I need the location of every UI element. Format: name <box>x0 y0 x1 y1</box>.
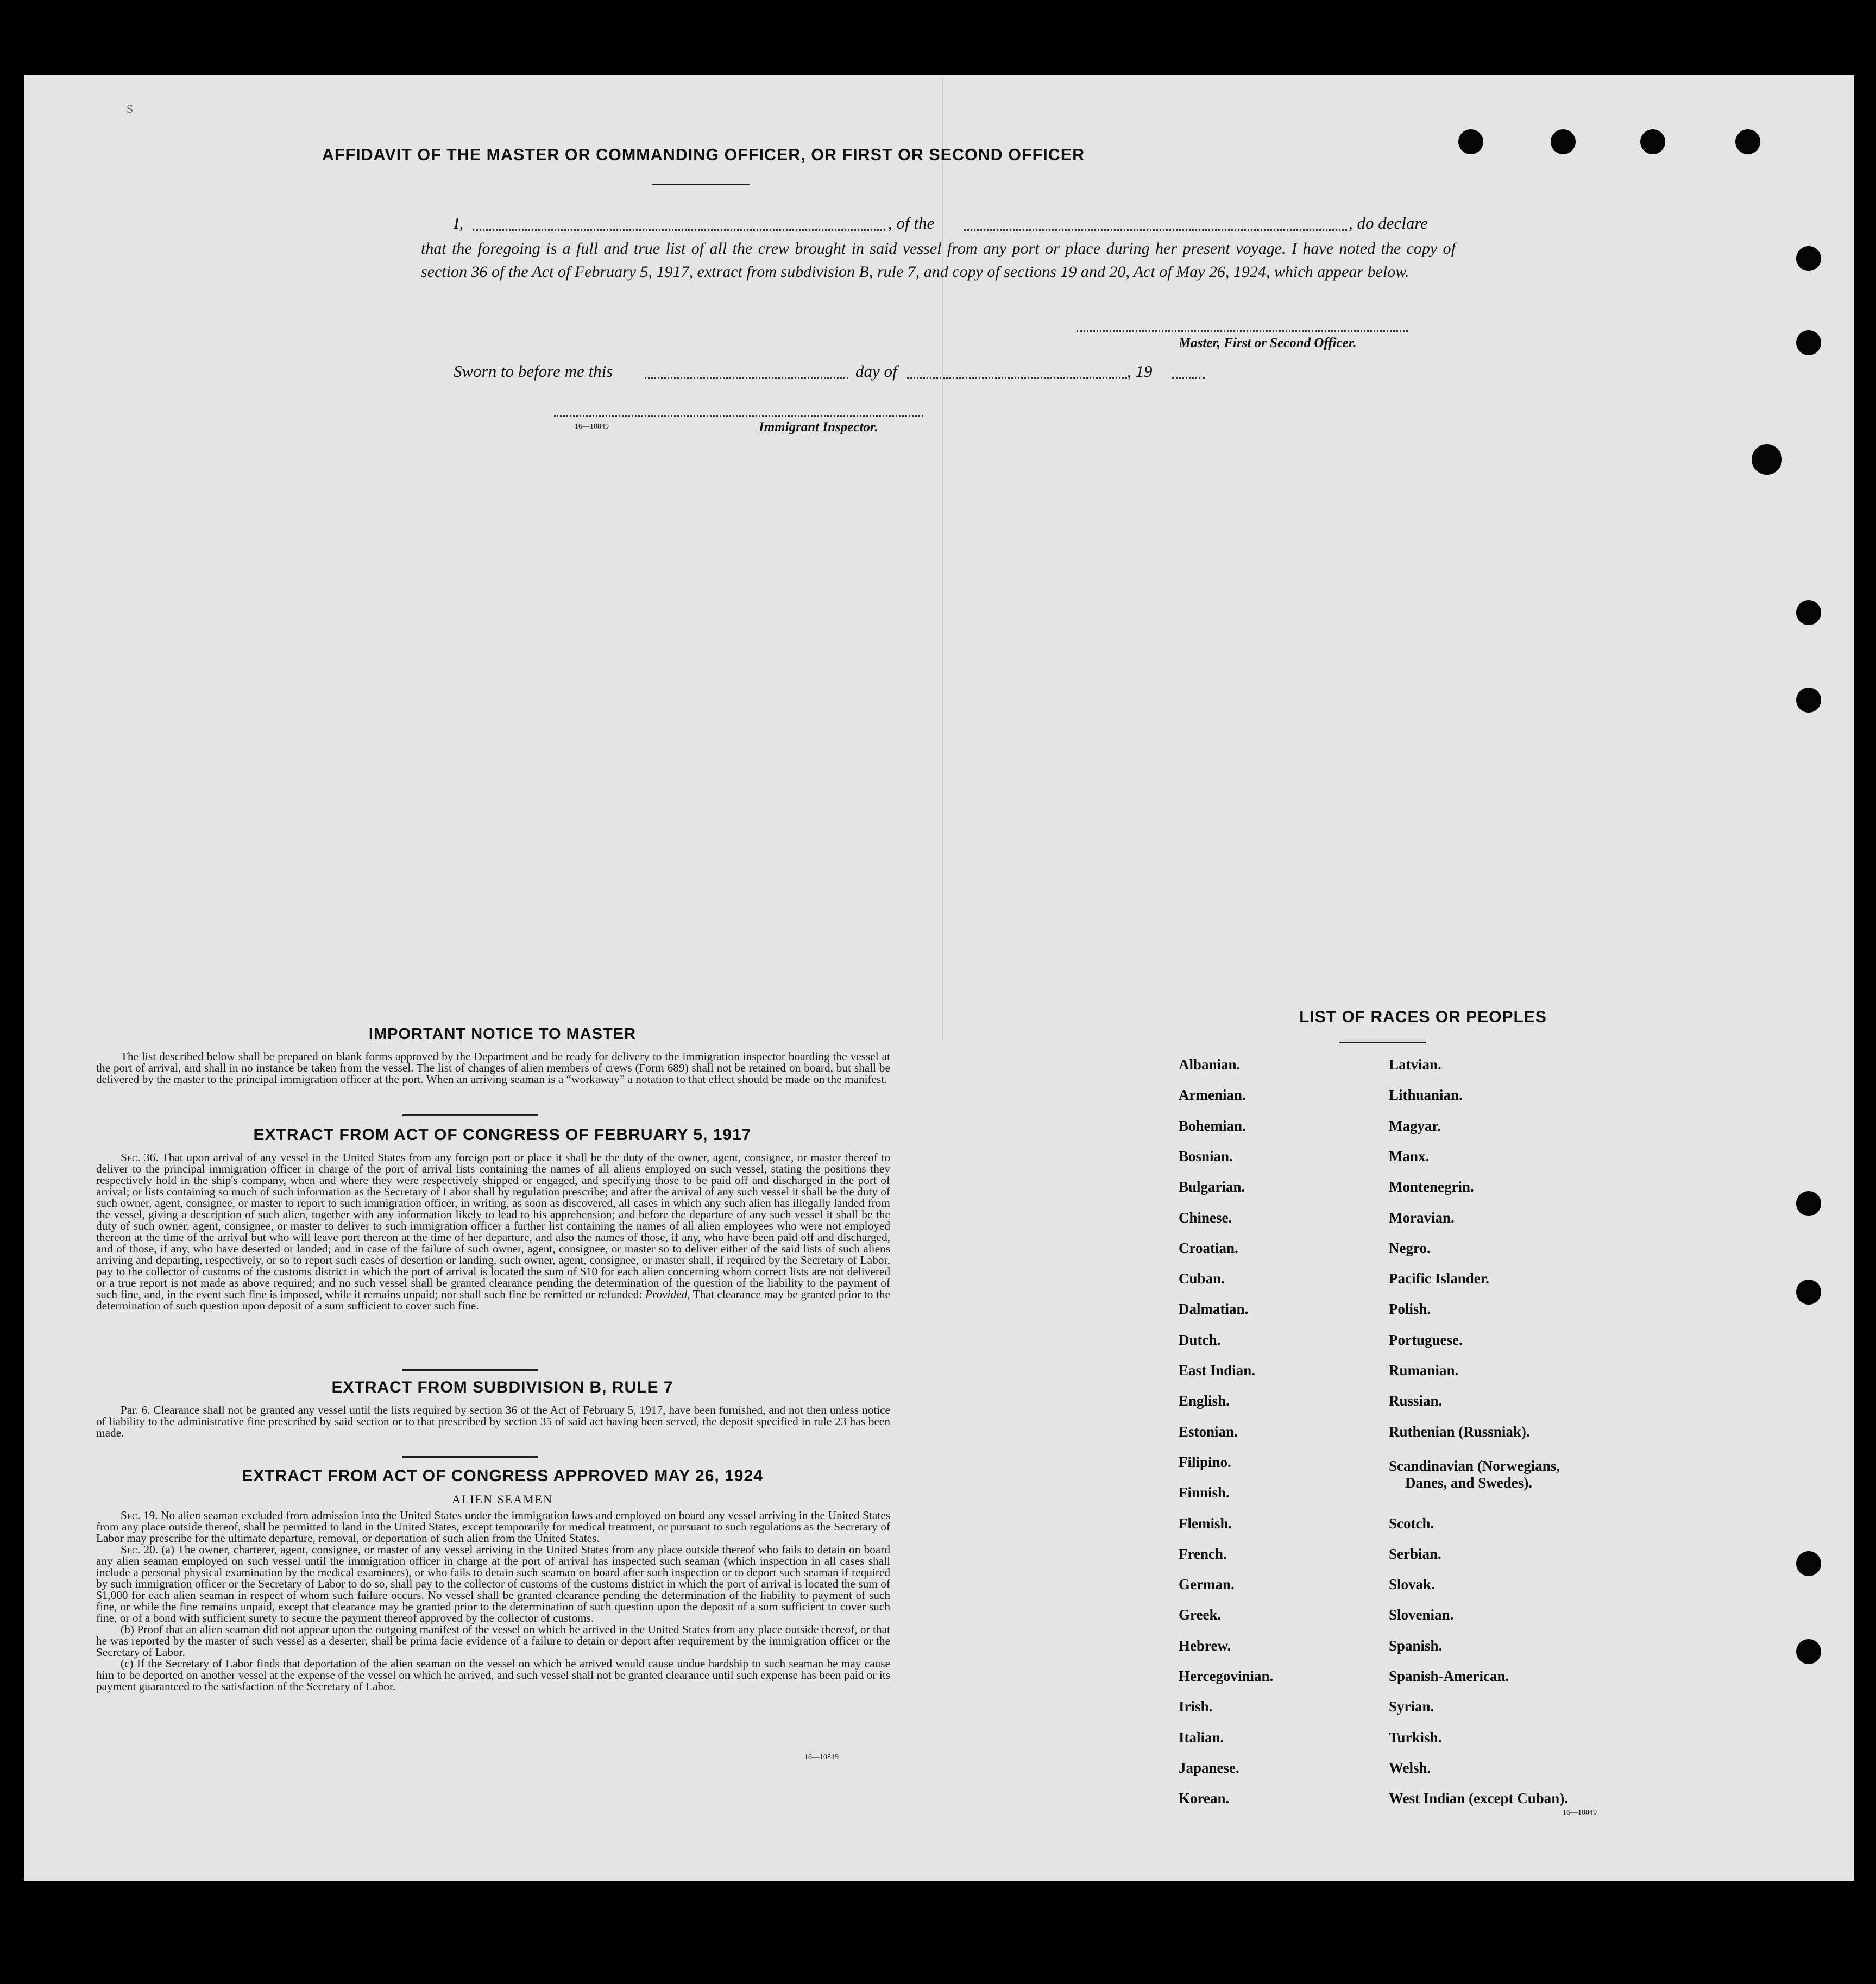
sworn-month-field[interactable] <box>907 364 1127 379</box>
document-page <box>24 75 1854 1881</box>
races-title: LIST OF RACES OR PEOPLES <box>1299 1008 1547 1026</box>
race-item: Slovenian. <box>1389 1607 1454 1623</box>
divider <box>1339 1042 1426 1043</box>
affidavit-body: that the foregoing is a full and true list of all the crew brought in said vessel from any port or place during her present voyage. I have noted the copy of section 36 of the Act of February 5, 1917, extract from subdivision B, rule 7, and copy of sections 19 and 20, Act of May 26, 1924, which appear below. <box>421 240 1456 281</box>
race-item: Ruthenian (Russniak). <box>1389 1423 1530 1440</box>
inspector-label: Immigrant Inspector. <box>759 420 878 434</box>
extract-1924-title: EXTRACT FROM ACT OF CONGRESS APPROVED MAY 26, 1924 <box>242 1467 763 1485</box>
inspector-line[interactable] <box>554 414 923 417</box>
sec19-label: Sec. 19. <box>121 1509 158 1522</box>
rule7-title: EXTRACT FROM SUBDIVISION B, RULE 7 <box>331 1378 673 1396</box>
notice-title: IMPORTANT NOTICE TO MASTER <box>368 1025 637 1043</box>
race-item: Cuban. <box>1179 1270 1225 1287</box>
rule7-text <box>96 1404 890 1439</box>
race-item: Hercegovinian. <box>1179 1668 1274 1684</box>
vessel-field[interactable] <box>964 216 1347 231</box>
form-number-right: 16—10849 <box>1563 1809 1597 1817</box>
punch-hole <box>1796 1191 1821 1216</box>
race-item: Syrian. <box>1389 1698 1434 1715</box>
race-item: Lithuanian. <box>1389 1087 1463 1104</box>
race-item: Pacific Islander. <box>1389 1270 1489 1287</box>
corner-mark: S <box>127 102 134 116</box>
notice-paragraph: The list described below shall be prepared on blank forms approved by the Department and be ready for delivery to the immigration inspector boarding the vessel at the port of arrival, and shall in no instance be taken from the vessel. The list of changes of alien members of crews (Form 689) shall not be retained on board, but shall be delivered by the master to the principal immigration officer at the port. When an arriving seaman is a “workaway” a notation to that effect should be made on the manifest. <box>96 1050 890 1086</box>
race-item: Korean. <box>1179 1790 1230 1807</box>
race-item: Moravian. <box>1389 1209 1455 1226</box>
sworn-prefix: Sworn to before me this <box>454 362 613 381</box>
sec20b-text: (b) Proof that an alien seaman did not appear upon the outgoing manifest of the vessel on which he arrived in the United States from any place outside thereof, or that he was reported by the master of such vessel as a deserter, shall be prima facie evidence of a failure to detain or deport after requirement by the immigration officer or the Secretary of Labor. <box>96 1623 890 1659</box>
races-right-column <box>1389 1056 1639 1817</box>
punch-hole <box>1796 1639 1821 1664</box>
punch-hole <box>1458 129 1483 154</box>
rule7-paragraph: Par. 6. Clearance shall not be granted any vessel until the lists required by section 36 of the Act of February 5, 1917, have been furnished, and not then unless notice of liability to the administrative fine prescribed by said section or to that prescribed by section 35 of said act having been served, the deposit specified in rule 23 has been made. <box>96 1403 890 1439</box>
extract-1924-text <box>96 1510 890 1692</box>
punch-hole <box>1796 246 1821 271</box>
sec36-text: That upon arrival of any vessel in the United States from any foreign port or place it shall be the duty of the owner, agent, consignee, or master thereof to deliver to the principal immigration officer in charge of the port of arrival lists containing the names of all aliens employed on such vessel, stating the positions they respectively hold in the ship's company, when and where they were respectively shipped or engaged, and specifying those to be paid off and discharged in the port of arrival; or lists containing so much of such information as the Secretary of Labor shall by regulation prescribe; and after the arrival of any such vessel it shall be the duty of such owner, agent, consignee, or master to report to such immigration officer, in writing, as soon as discovered, all cases in which any such alien has illegally landed from the vessel, giving a description of such alien, together with any information likely to lead to his apprehension; and before the departure of any such vessel it shall be the duty of such owner, agent, consignee, or master to deliver to such immigration officer a further list containing the names of all alien employees who were not employed thereon at the time of the arrival but who will leave port thereon at the time of her departure, and also the names of those, if any, who have been paid off and discharged, and of those, if any, who have deserted or landed; and in case of the failure of such owner, agent, consignee, or master so to deliver either of the said lists of such aliens arriving and departing, respectively, or so to report such cases of desertion or landing, such owner, agent, consignee, or master shall, if required by the Secretary of Labor, pay to the collector of customs of the customs district in which the port of arrival is located the sum of $10 for each alien concerning whom correct lists are not delivered or a true report is not made as above required; and no such vessel shall be granted clearance pending the determination of the question of the liability to the payment of such fine, and, in the event such fine is imposed, while it remains unpaid; nor shall such fine be remitted or refunded: <box>96 1151 890 1301</box>
race-item: Magyar. <box>1389 1117 1441 1134</box>
sworn-year: , 19 <box>1127 362 1153 381</box>
race-item: German. <box>1179 1576 1235 1593</box>
race-item: Greek. <box>1179 1607 1222 1623</box>
punch-hole <box>1796 1551 1821 1576</box>
sworn-day-of: day of <box>855 362 897 381</box>
signature-label: Master, First or Second Officer. <box>1179 336 1357 350</box>
race-item: Italian. <box>1179 1729 1224 1746</box>
sworn-line <box>454 362 1214 383</box>
notice-text <box>96 1051 890 1085</box>
sec36-text-end: That clearance may be granted prior to the determination of such question upon deposit of a sum sufficient to cover such fine. <box>96 1288 890 1312</box>
race-item: Flemish. <box>1179 1515 1232 1532</box>
race-item: Bohemian. <box>1179 1117 1246 1134</box>
race-item: Russian. <box>1389 1393 1443 1409</box>
punch-hole <box>1640 129 1665 154</box>
alien-seamen-subtitle: ALIEN SEAMEN <box>452 1492 553 1506</box>
race-item: East Indian. <box>1179 1362 1256 1378</box>
declare-label: , do declare <box>1349 213 1428 232</box>
race-item-continued: Danes, and Swedes). <box>1405 1475 1533 1491</box>
race-item: Bosnian. <box>1179 1148 1233 1164</box>
race-item: Estonian. <box>1179 1423 1238 1440</box>
form-number-left: 16—10849 <box>804 1753 839 1761</box>
declaration-line <box>421 213 1464 235</box>
divider <box>402 1369 538 1371</box>
extract-1917-title: EXTRACT FROM ACT OF CONGRESS OF FEBRUARY 5, 1917 <box>253 1126 752 1144</box>
sworn-date-field[interactable] <box>645 364 848 379</box>
race-item: French. <box>1179 1545 1227 1562</box>
race-item: Scandinavian (Norwegians, <box>1389 1458 1560 1474</box>
signature-line[interactable] <box>1077 329 1408 332</box>
provided-word: Provided, <box>645 1288 690 1301</box>
race-item: Finnish. <box>1179 1484 1230 1501</box>
divider <box>402 1114 538 1116</box>
punch-hole <box>1752 444 1782 475</box>
race-item: Dalmatian. <box>1179 1301 1249 1318</box>
sec20-label: Sec. 20. <box>121 1543 159 1556</box>
race-item: Croatian. <box>1179 1239 1238 1256</box>
race-item: Negro. <box>1389 1239 1431 1256</box>
divider <box>402 1456 538 1458</box>
sec19-text: No alien seaman excluded from admission into the United States under the immigration laws and employed on board any vessel arriving in the United States from any place outside thereof, shall be permitted to land in the United States, except temporarily for medical treatment, or pursuant to such regulations as the Secretary of Labor may prescribe for the ultimate departure, removal, or deportation of such alien from the United States. <box>96 1509 890 1545</box>
sworn-year-field[interactable] <box>1172 364 1205 379</box>
race-item: Filipino. <box>1179 1453 1231 1470</box>
race-item: Japanese. <box>1179 1759 1239 1776</box>
punch-hole <box>1796 600 1821 625</box>
race-item: English. <box>1179 1393 1230 1409</box>
declarant-prefix: I, <box>454 213 464 232</box>
race-item: Irish. <box>1179 1698 1213 1715</box>
race-item: Montenegrin. <box>1389 1179 1474 1195</box>
race-item: Hebrew. <box>1179 1637 1231 1654</box>
race-item: Rumanian. <box>1389 1362 1459 1378</box>
race-item: Polish. <box>1389 1301 1431 1318</box>
race-item: Armenian. <box>1179 1087 1246 1104</box>
punch-hole <box>1796 330 1821 355</box>
of-the-label: , of the <box>888 213 935 232</box>
race-item: West Indian (except Cuban). <box>1389 1790 1569 1807</box>
race-item: Turkish. <box>1389 1729 1442 1746</box>
race-item: Spanish-American. <box>1389 1668 1509 1684</box>
race-item: Manx. <box>1389 1148 1430 1164</box>
race-item: Bulgarian. <box>1179 1179 1245 1195</box>
race-item: Chinese. <box>1179 1209 1232 1226</box>
sec20c-text: (c) If the Secretary of Labor finds that deportation of the alien seaman on the vessel on which he arrived would cause undue hardship to such seaman he may cause him to be deported on another vessel at the expense of the vessel on which he arrived, and such vessel shall not be granted clearance until such expense has been paid or its payment guaranteed to the satisfaction of the Secretary of Labor. <box>96 1657 890 1693</box>
declarant-name-field[interactable] <box>473 216 885 231</box>
race-item: Slovak. <box>1389 1576 1435 1593</box>
race-item: Albanian. <box>1179 1056 1241 1073</box>
races-left-column <box>1179 1056 1396 1817</box>
race-item: Spanish. <box>1389 1637 1443 1654</box>
sec36-label: Sec. 36. <box>121 1151 159 1164</box>
punch-hole <box>1735 129 1760 154</box>
sec20a-text: (a) The owner, charterer, agent, consignee, or master of any vessel arriving in the United States from any place outside thereof who fails to detain on board any alien seaman employed on such vessel until the immigration officer in charge at the port of arrival has inspected such seaman (which inspection in all cases shall include a personal physical examination by the medical examiners), or who fails to detain such seaman on board after such inspection or to deport such seaman if required by such immigration officer or the Secretary of Labor to do so, shall pay to the collector of customs of the customs district in which the port of arrival is located the sum of $1,000 for each alien seaman in respect of whom such failure occurs. No vessel shall be granted clearance pending the determination of the liability to payment of such fine, or while the fine remains unpaid, except that clearance may be granted prior to the determination of such question upon the deposit of a sum sufficient to cover such fine, or of a bond with sufficient surety to secure the payment thereof approved by the collector of customs. <box>96 1543 890 1624</box>
form-number-top: 16—10849 <box>575 423 609 431</box>
race-item: Dutch. <box>1179 1331 1221 1348</box>
race-item: Latvian. <box>1389 1056 1441 1073</box>
race-item: Scotch. <box>1389 1515 1434 1532</box>
extract-1917-text <box>96 1152 890 1312</box>
title-rule <box>652 184 750 185</box>
punch-hole <box>1796 688 1821 713</box>
race-item: Serbian. <box>1389 1545 1441 1562</box>
race-item: Welsh. <box>1389 1759 1431 1776</box>
punch-hole <box>1796 1280 1821 1305</box>
affidavit-title: AFFIDAVIT OF THE MASTER OR COMMANDING OFFICER, OR FIRST OR SECOND OFFICER <box>322 146 1085 164</box>
punch-hole <box>1551 129 1576 154</box>
race-item: Portuguese. <box>1389 1331 1463 1348</box>
